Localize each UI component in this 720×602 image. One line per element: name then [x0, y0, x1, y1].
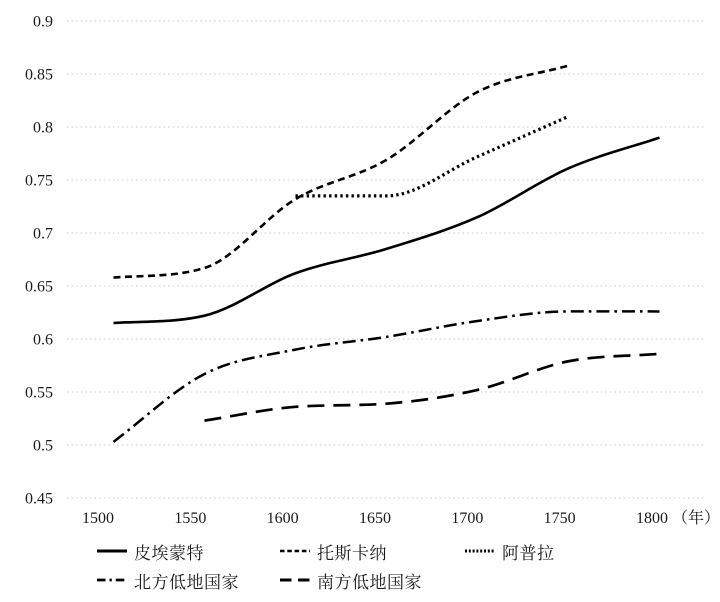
y-tick-label: 0.75 — [25, 172, 53, 190]
y-tick-label: 0.45 — [25, 490, 53, 508]
legend-label-tuscany: 托斯卡纳 — [317, 543, 387, 563]
y-tick-label: 0.55 — [25, 384, 53, 402]
series-line-northern-low-countries — [114, 311, 660, 441]
legend-label-southern-low-countries: 南方低地国家 — [317, 572, 422, 592]
legend-label-apulia: 阿普拉 — [502, 543, 555, 563]
dotted-line-swatch — [464, 546, 496, 556]
long-dash-line-swatch — [279, 575, 311, 585]
x-tick-label: 1600 — [266, 510, 299, 527]
x-tick-label: 1750 — [543, 510, 576, 527]
series-line-apulia — [296, 116, 569, 195]
x-tick-label: 1650 — [358, 510, 391, 527]
x-tick-label: 1550 — [174, 510, 207, 527]
x-axis-unit-label: （年） — [671, 510, 720, 527]
y-tick-label: 0.85 — [25, 66, 53, 84]
y-tick-label: 0.6 — [33, 331, 53, 349]
legend-label-northern-low-countries: 北方低地国家 — [134, 572, 239, 592]
y-tick-label: 0.7 — [33, 225, 53, 243]
legend-item-tuscany — [279, 541, 387, 561]
y-tick-label: 0.5 — [33, 437, 53, 455]
series-line-tuscany — [114, 66, 569, 278]
solid-line-swatch — [96, 546, 128, 556]
legend-item-apulia — [464, 541, 555, 561]
legend-item-northern-low-countries — [96, 570, 239, 590]
legend-label-piedmont: 皮埃蒙特 — [134, 543, 204, 563]
x-tick-label: 1800 — [635, 510, 668, 527]
y-tick-label: 0.65 — [25, 278, 53, 296]
y-tick-label: 0.8 — [33, 119, 53, 137]
series-line-piedmont — [114, 138, 660, 324]
legend-item-southern-low-countries — [279, 570, 422, 590]
legend-item-piedmont — [96, 541, 204, 561]
dashed-line-swatch — [279, 546, 311, 556]
series-line-southern-low-countries — [205, 354, 660, 421]
x-tick-label: 1500 — [82, 510, 114, 527]
dash-dot-line-swatch — [96, 575, 128, 585]
x-tick-label: 1700 — [451, 510, 484, 527]
y-tick-label: 0.9 — [33, 13, 53, 31]
